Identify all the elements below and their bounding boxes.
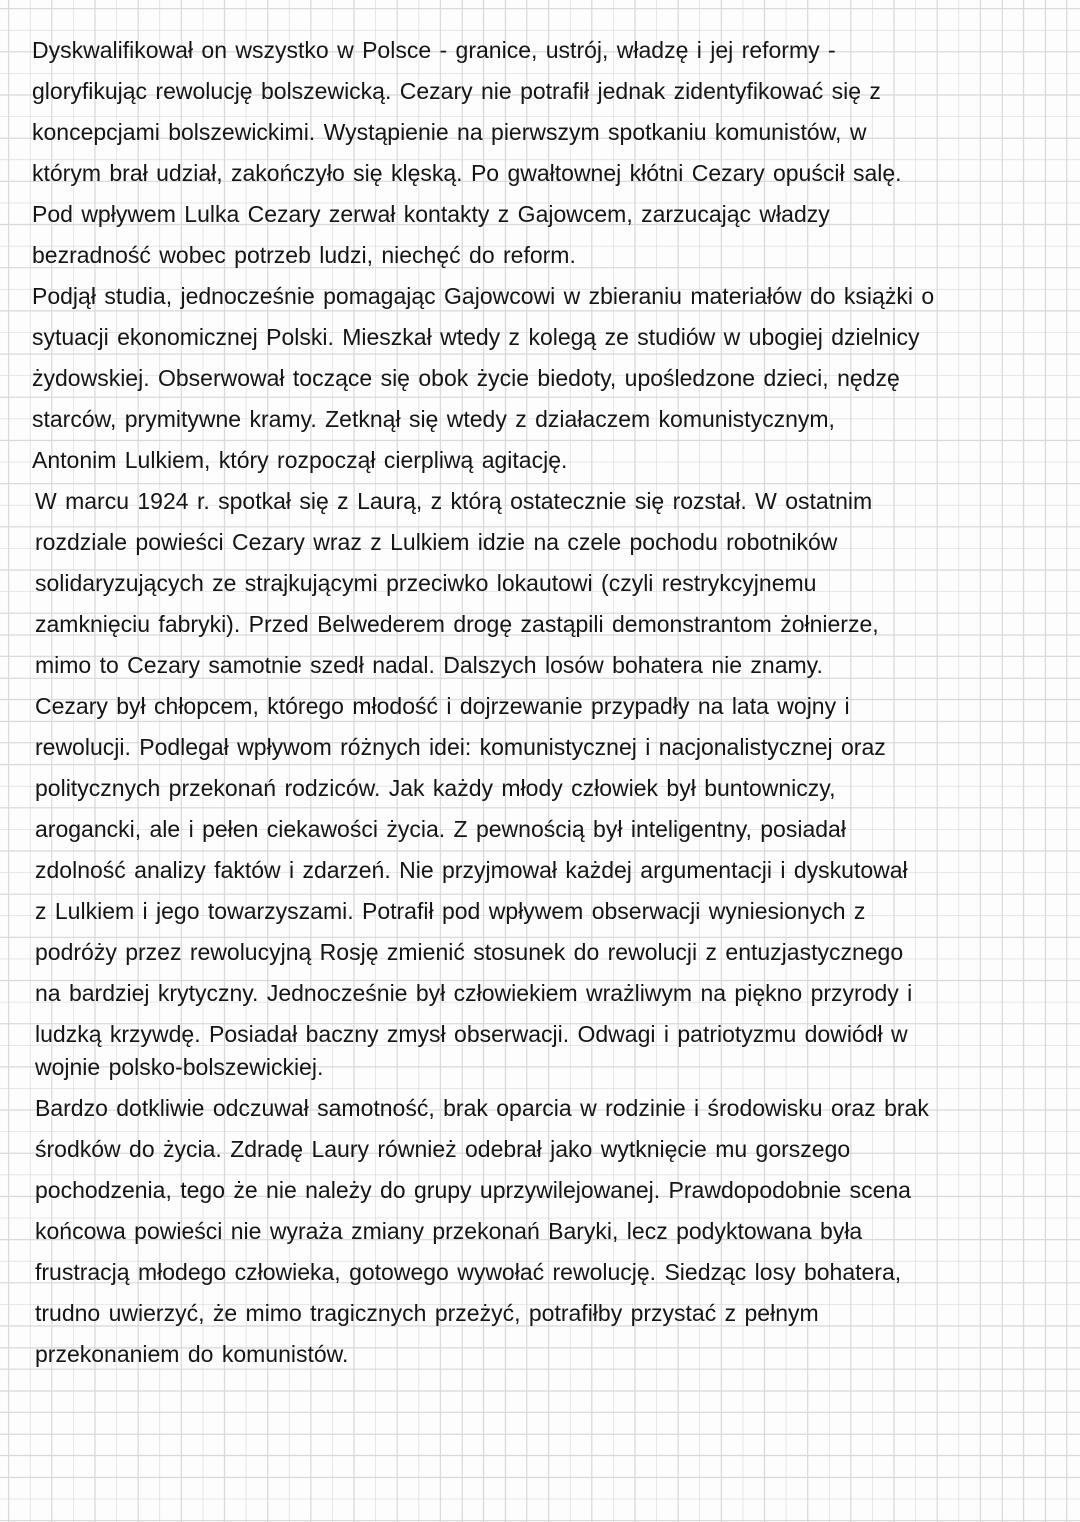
text-line: ludzką krzywdę. Posiadał baczny zmysł obserwacji. Odwagi i patriotyzmu dowiódł w — [35, 1021, 908, 1047]
text-line: frustracją młodego człowieka, gotowego wywołać rewolucję. Siedząc losy bohatera, — [35, 1259, 902, 1285]
document-text — [32, 30, 1062, 1375]
text-line: Bardzo dotkliwie odczuwał samotność, brak oparcia w rodzinie i środowisku oraz brak — [35, 1095, 929, 1121]
text-line: podróży przez rewolucyjną Rosję zmienić stosunek do rewolucji z entuzjastycznego — [35, 939, 904, 965]
text-line: Podjął studia, jednocześnie pomagając Gajowcowi w zbieraniu materiałów do książki o — [32, 283, 935, 309]
text-line: Antonim Lulkiem, który rozpoczął cierpliwą agitację. — [32, 447, 568, 473]
text-line: rozdziale powieści Cezary wraz z Lulkiem idzie na czele pochodu robotników — [35, 529, 838, 555]
text-line: mimo to Cezary samotnie szedł nadal. Dalszych losów bohatera nie znamy. — [35, 652, 823, 678]
text-line: starców, prymitywne kramy. Zetknął się wtedy z działaczem komunistycznym, — [32, 406, 835, 432]
text-line: solidaryzujących ze strajkującymi przeciwko lokautowi (czyli restrykcyjnemu — [35, 570, 817, 596]
text-line: przekonaniem do komunistów. — [35, 1341, 349, 1367]
text-line: końcowa powieści nie wyraża zmiany przekonań Baryki, lecz podyktowana była — [35, 1218, 863, 1244]
text-line: rewolucji. Podlegał wpływom różnych idei: komunistycznej i nacjonalistycznej oraz — [35, 734, 886, 760]
text-line: politycznych przekonań rodziców. Jak każdy młody człowiek był buntowniczy, — [35, 775, 836, 801]
text-line: Pod wpływem Lulka Cezary zerwał kontakty z Gajowcem, zarzucając władzy — [32, 201, 830, 227]
text-line: z Lulkiem i jego towarzyszami. Potrafił pod wpływem obserwacji wyniesionych z — [35, 898, 866, 924]
text-line: koncepcjami bolszewickimi. Wystąpienie na pierwszym spotkaniu komunistów, w — [32, 119, 867, 145]
text-line: sytuacji ekonomicznej Polski. Mieszkał wtedy z kolegą ze studiów w ubogiej dzielnicy — [32, 324, 920, 350]
text-line: Dyskwalifikował on wszystko w Polsce - granice, ustrój, władzę i jej reformy - — [32, 37, 836, 63]
text-line: zamknięciu fabryki). Przed Belwederem drogę zastąpili demonstrantom żołnierze, — [35, 611, 879, 637]
text-line: W marcu 1924 r. spotkał się z Laurą, z którą ostatecznie się rozstał. W ostatnim — [35, 488, 873, 514]
text-line: żydowskiej. Obserwował toczące się obok życie biedoty, upośledzone dzieci, nędzę — [32, 365, 900, 391]
text-line: na bardziej krytyczny. Jednocześnie był człowiekiem wrażliwym na piękno przyrody i — [35, 980, 913, 1006]
text-line: zdolność analizy faktów i zdarzeń. Nie przyjmował każdej argumentacji i dyskutował — [35, 857, 908, 883]
text-line: pochodzenia, tego że nie należy do grupy uprzywilejowanej. Prawdopodobnie scena — [35, 1177, 911, 1203]
text-line: arogancki, ale i pełen ciekawości życia. Z pewnością był inteligentny, posiadał — [35, 816, 846, 842]
text-line: bezradność wobec potrzeb ludzi, niechęć do reform. — [32, 242, 576, 268]
text-line: trudno uwierzyć, że mimo tragicznych przeżyć, potrafiłby przystać z pełnym — [35, 1300, 819, 1326]
text-line: Cezary był chłopcem, którego młodość i dojrzewanie przypadły na lata wojny i — [35, 693, 850, 719]
text-line: gloryfikując rewolucję bolszewicką. Cezary nie potrafił jednak zidentyfikować się z — [32, 78, 881, 104]
text-line: wojnie polsko-bolszewickiej. — [35, 1054, 324, 1080]
text-line: którym brał udział, zakończyło się klęską. Po gwałtownej kłótni Cezary opuścił salę. — [32, 160, 902, 186]
text-line: środków do życia. Zdradę Laury również odebrał jako wytknięcie mu gorszego — [35, 1136, 851, 1162]
